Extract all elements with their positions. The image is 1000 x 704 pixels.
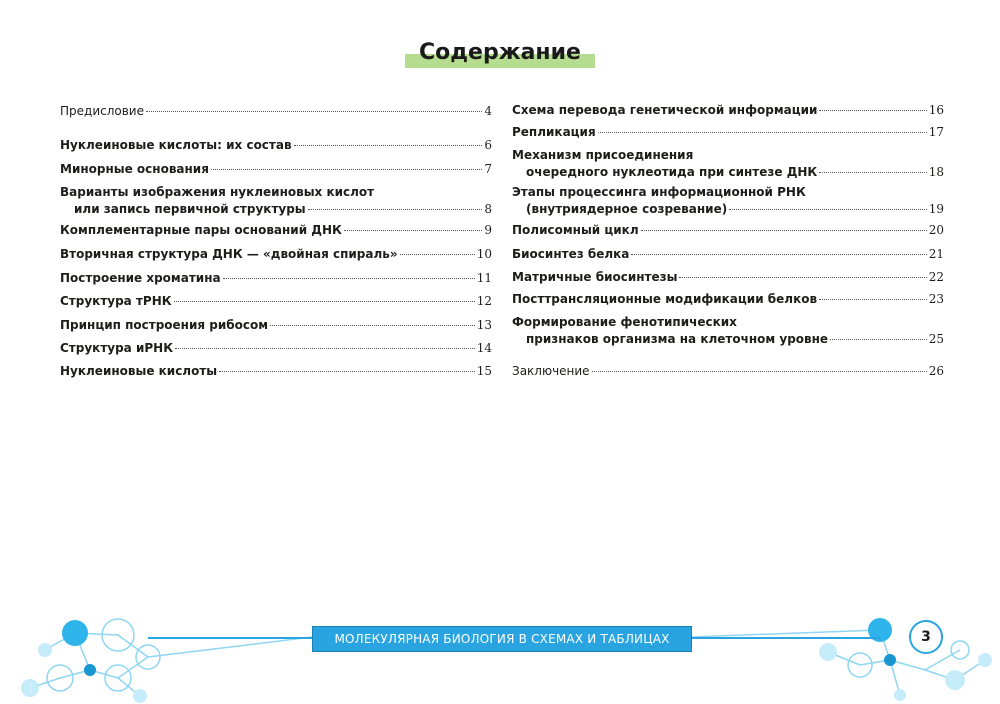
toc-entry-title: признаков организма на клеточном уровне	[526, 332, 829, 346]
toc-page-number: 21	[928, 247, 944, 261]
toc-entry[interactable]	[512, 124, 944, 141]
toc-entry-preface[interactable]	[60, 103, 492, 120]
dot-leader	[223, 278, 475, 279]
toc-page-number: 20	[928, 223, 944, 237]
toc-entry-title-line1: Механизм присоединения	[512, 148, 694, 162]
toc-page-number: 18	[928, 165, 944, 179]
toc-page-number: 16	[928, 103, 944, 117]
toc-entry[interactable]	[60, 246, 492, 263]
page-number: 3	[909, 620, 943, 654]
toc-page-number: 17	[928, 125, 944, 139]
toc-entry[interactable]	[60, 340, 492, 357]
toc-entry-title: Вторичная структура ДНК — «двойная спираль»	[60, 247, 398, 261]
toc-entry-title: Минорные основания	[60, 162, 209, 176]
dot-leader	[592, 371, 927, 372]
toc-entry-title: Биосинтез белка	[512, 247, 630, 261]
toc-entry[interactable]	[512, 222, 944, 239]
dot-leader	[819, 110, 926, 111]
footer-banner: МОЛЕКУЛЯРНАЯ БИОЛОГИЯ В СХЕМАХ И ТАБЛИЦАХ	[312, 626, 692, 652]
toc-entry[interactable]	[60, 317, 492, 334]
dot-leader	[679, 277, 926, 278]
dot-leader	[631, 254, 926, 255]
toc-page-number: 7	[484, 162, 492, 176]
toc-entry-title: Предисловие	[60, 104, 144, 118]
toc-page-number: 4	[484, 104, 492, 118]
dot-leader	[819, 172, 926, 173]
toc-entry[interactable]	[512, 291, 944, 308]
toc-page-number: 15	[476, 364, 492, 378]
toc-entry[interactable]	[60, 222, 492, 239]
toc-page-number: 19	[928, 202, 944, 216]
toc-entry[interactable]	[60, 270, 492, 287]
toc-entry[interactable]	[60, 184, 492, 218]
page-title: Содержание	[405, 40, 595, 65]
toc-entry-title: Построение хроматина	[60, 271, 221, 285]
dot-leader	[308, 209, 483, 210]
toc-page-number: 23	[928, 292, 944, 306]
toc-entry-title: Нуклеиновые кислоты: их состав	[60, 138, 292, 152]
toc-page-number: 6	[484, 138, 492, 152]
footer-line-left	[148, 637, 312, 639]
dot-leader	[294, 145, 483, 146]
dot-leader	[729, 209, 927, 210]
toc-entry[interactable]	[512, 147, 944, 181]
toc-entry-title: Схема перевода генетической информации	[512, 103, 818, 117]
toc-entry-title-line1: Этапы процессинга информационной РНК	[512, 185, 806, 199]
toc-page-number: 12	[476, 294, 492, 308]
toc-page-number: 26	[928, 364, 944, 378]
toc-entry[interactable]	[512, 184, 944, 218]
toc-page-number: 11	[476, 271, 492, 285]
toc-entry[interactable]	[60, 293, 492, 310]
toc-entry-title: Посттрансляционные модификации белков	[512, 292, 818, 306]
toc-entry[interactable]	[512, 102, 944, 119]
dot-leader	[344, 230, 483, 231]
dot-leader	[175, 348, 475, 349]
toc-entry[interactable]	[60, 161, 492, 178]
toc-entry-title-line1: Формирование фенотипических	[512, 315, 737, 329]
dot-leader	[174, 301, 475, 302]
toc-entry-title: Репликация	[512, 125, 596, 139]
toc-page-number: 8	[484, 202, 492, 216]
toc-page-number: 22	[928, 270, 944, 284]
dot-leader	[641, 230, 927, 231]
molecule-decoration	[0, 600, 1000, 704]
toc-entry-conclusion[interactable]	[512, 363, 944, 380]
dot-leader	[819, 299, 927, 300]
dot-leader	[219, 371, 475, 372]
toc-entry[interactable]	[512, 246, 944, 263]
dot-leader	[146, 111, 482, 112]
dot-leader	[270, 325, 475, 326]
toc-entry[interactable]	[512, 314, 944, 348]
dot-leader	[598, 132, 927, 133]
toc-entry[interactable]	[512, 269, 944, 286]
toc-entry-title: (внутриядерное созревание)	[526, 202, 728, 216]
footer-line-right	[690, 637, 880, 639]
toc-entry-title: Принцип построения рибосом	[60, 318, 269, 332]
dot-leader	[400, 254, 475, 255]
dot-leader	[211, 169, 482, 170]
toc-entry-title: Матричные биосинтезы	[512, 270, 678, 284]
toc-page-number: 25	[928, 332, 944, 346]
toc-entry-title: Полисомный цикл	[512, 223, 639, 237]
toc-entry-title: или запись первичной структуры	[74, 202, 306, 216]
toc-page-number: 9	[484, 223, 492, 237]
toc-entry[interactable]	[60, 137, 492, 154]
title-wrap	[0, 40, 1000, 65]
toc-entry-title: Структура иРНК	[60, 341, 174, 355]
dot-leader	[830, 339, 927, 340]
toc-page-number: 13	[476, 318, 492, 332]
toc-entry-title: Нуклеиновые кислоты	[60, 364, 218, 378]
toc-entry-title: Структура тРНК	[60, 294, 172, 308]
toc-entry-title: Заключение	[512, 364, 590, 378]
toc-entry-title-line1: Варианты изображения нуклеиновых кислот	[60, 185, 375, 199]
toc-entry[interactable]	[60, 363, 492, 380]
toc-page-number: 10	[476, 247, 492, 261]
toc-entry-title: очередного нуклеотида при синтезе ДНК	[526, 165, 818, 179]
toc-page-number: 14	[476, 341, 492, 355]
toc-entry-title: Комплементарные пары оснований ДНК	[60, 223, 342, 237]
